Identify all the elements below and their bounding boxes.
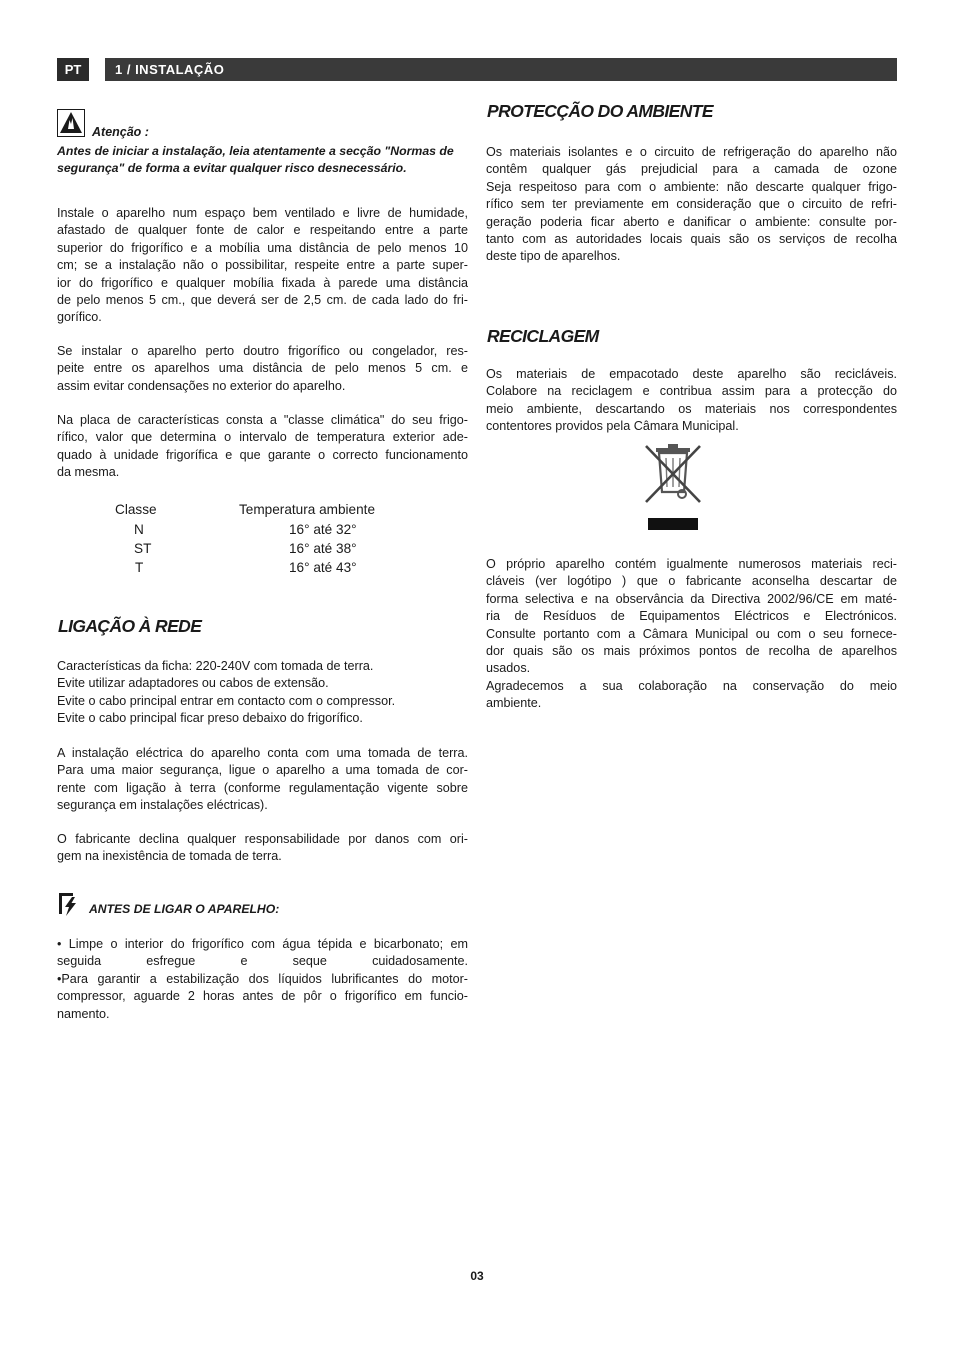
- text-line: Agradecemos a sua colaboração na conservação do meio: [486, 678, 897, 693]
- warning-icon: [57, 109, 85, 137]
- table-header-temperatura: Temperatura ambiente: [239, 502, 376, 517]
- text-line: Os materiais de empacotado deste aparelho são recicláveis.: [486, 367, 897, 381]
- text-line: gorífico.: [57, 310, 102, 325]
- warning-line: Antes de iniciar a instalação, leia atentamente a secção "Normas de: [57, 144, 454, 158]
- text-line: peite entre os aparelhos uma distância de pelo menos 5 cm. e: [57, 361, 468, 376]
- text-line: A instalação eléctrica do aparelho conta com uma tomada de terra.: [57, 746, 468, 760]
- text-line: rente com ligação à terra (conforme regulamentação vigente sobre: [57, 780, 468, 795]
- reciclagem-paragraph-2: [486, 556, 897, 713]
- warning-title: Atenção :: [92, 125, 149, 139]
- warning-line: segurança" de forma a evitar qualquer risco desnecessário.: [57, 161, 407, 176]
- table-cell-temp: 16° até 32°: [289, 522, 357, 537]
- antes-heading: ANTES DE LIGAR O APARELHO:: [89, 902, 280, 916]
- text-line: Características da ficha: 220-240V com tomada de terra.: [57, 659, 374, 673]
- text-line: ambiente.: [486, 696, 542, 711]
- weee-crossed-bin-icon: [640, 440, 706, 534]
- text-line: Seja respeitoso para com o ambiente: não descarte qualquer frigo-: [486, 179, 897, 194]
- text-line: namento.: [57, 1006, 110, 1021]
- text-line: segurança em instalações eléctricas).: [57, 798, 268, 813]
- text-line: Consulte portanto com a Câmara Municipal ou com o seu fornece-: [486, 626, 897, 641]
- install-paragraph-2: [57, 343, 468, 395]
- reciclagem-paragraph-1: [486, 366, 897, 436]
- text-line: Instale o aparelho num espaço bem ventilado e livre de humidade,: [57, 206, 468, 220]
- text-line: compressor, aguarde 2 horas antes de pôr o frigorífico em funcio-: [57, 989, 468, 1004]
- text-line: O fabricante declina qualquer responsabilidade por danos com ori-: [57, 832, 468, 846]
- reciclagem-heading: RECICLAGEM: [487, 326, 599, 346]
- text-line: de pelo menos 5 cm., que deverá ser de 2,5 cm. de cada lado do fri-: [57, 293, 468, 308]
- text-line: forma selectiva e na observância da Directiva 2002/96/CE em maté-: [486, 591, 897, 606]
- text-line: Os materiais isolantes e o circuito de refrigeração do aparelho não: [486, 145, 897, 159]
- text-line: rífico, valor que determina o intervalo de temperatura exterior ade-: [57, 430, 468, 445]
- text-line: Evite utilizar adaptadores ou cabos de extensão.: [57, 676, 329, 691]
- text-line: rífico sem ter previamente em consideração que o circuito de refri-: [486, 197, 897, 212]
- text-line: cláveis (ver logótipo ) que o fabricante aconselha descartar de: [486, 574, 897, 589]
- text-line: meio ambiente, descartando os materiais nos correspondentes: [486, 401, 897, 416]
- text-line: cm; se a instalação não o possibilitar, respeite entre a parte super-: [57, 258, 468, 273]
- antes-instructions: [57, 936, 468, 1023]
- warning-text: [57, 143, 468, 178]
- ligacao-heading: LIGAÇÃO À REDE: [58, 616, 202, 636]
- text-line: Colabore na reciclagem e contribua assim para a protecção do: [486, 384, 897, 399]
- text-line: Na placa de características consta a "classe climática" do seu frigo-: [57, 413, 468, 427]
- text-line: superior do frigorífico e a mobília uma distância de pelo menos 10: [57, 240, 468, 255]
- text-line: •Para garantir a estabilização dos líquidos lubrificantes do motor-: [57, 971, 468, 986]
- page-number: 03: [470, 1269, 484, 1283]
- table-cell-classe: ST: [134, 541, 152, 556]
- install-paragraph-3: [57, 412, 468, 482]
- table-cell-temp: 16° até 38°: [289, 541, 357, 556]
- text-line: deste tipo de aparelhos.: [486, 249, 621, 264]
- text-line: ior do frigorífico e qualquer mobília fixada à parede uma distância: [57, 275, 468, 290]
- text-line: • Limpe o interior do frigorífico com água tépida e bicarbonato; em: [57, 937, 468, 951]
- text-line: O próprio aparelho contém igualmente numerosos materiais reci-: [486, 557, 897, 571]
- table-cell-classe: T: [135, 560, 144, 575]
- text-line: contêm qualquer gás prejudicial para a camada de ozone: [486, 162, 897, 177]
- text-line: da mesma.: [57, 465, 120, 480]
- text-line: tanto com as autoridades locais quais são os serviços de recolha: [486, 232, 897, 247]
- text-line: assim evitar condensações no exterior do aparelho.: [57, 378, 346, 393]
- text-line: gem na inexistência de tomada de terra.: [57, 849, 282, 864]
- text-line: geração poderia ficar aberto e danificar o ambiente: consulte por-: [486, 214, 897, 229]
- text-line: afastado de qualquer fonte de calor e respeitando entre a parte: [57, 223, 468, 238]
- text-line: Evite o cabo principal entrar em contacto com o compressor.: [57, 693, 396, 708]
- install-paragraph-1: [57, 205, 468, 327]
- text-line: ria de Resíduos de Equipamentos Eléctricos e Electrónicos.: [486, 609, 897, 624]
- ligacao-paragraph-3: [57, 831, 468, 866]
- text-line: Para uma maior segurança, ligue o aparelho a uma tomada de cor-: [57, 763, 468, 778]
- proteccao-heading: PROTECÇÃO DO AMBIENTE: [487, 101, 713, 121]
- table-cell-classe: N: [134, 522, 144, 537]
- text-line: seguida esfregue e seque cuidadosamente.: [57, 954, 468, 969]
- lightning-icon: [57, 891, 81, 917]
- ligacao-paragraph-2: [57, 745, 468, 815]
- language-tag: PT: [57, 58, 89, 81]
- text-line: quado à unidade frigorífica e que garante o correcto funcionamento: [57, 447, 468, 462]
- section-header: 1 / INSTALAÇÃO: [105, 58, 897, 81]
- text-line: usados.: [486, 661, 531, 676]
- text-line: contentores providos pela Câmara Municipal.: [486, 419, 739, 434]
- proteccao-paragraph: [486, 144, 897, 266]
- text-line: dor quais são os mais próximos pontos de recolha de aparelhos: [486, 644, 897, 659]
- table-header-classe: Classe: [115, 502, 157, 517]
- text-line: Se instalar o aparelho perto doutro frigorífico ou congelador, res-: [57, 344, 468, 358]
- ligacao-paragraph-1: [57, 658, 468, 728]
- text-line: Evite o cabo principal ficar preso debaixo do frigorífico.: [57, 711, 363, 726]
- table-cell-temp: 16° até 43°: [289, 560, 357, 575]
